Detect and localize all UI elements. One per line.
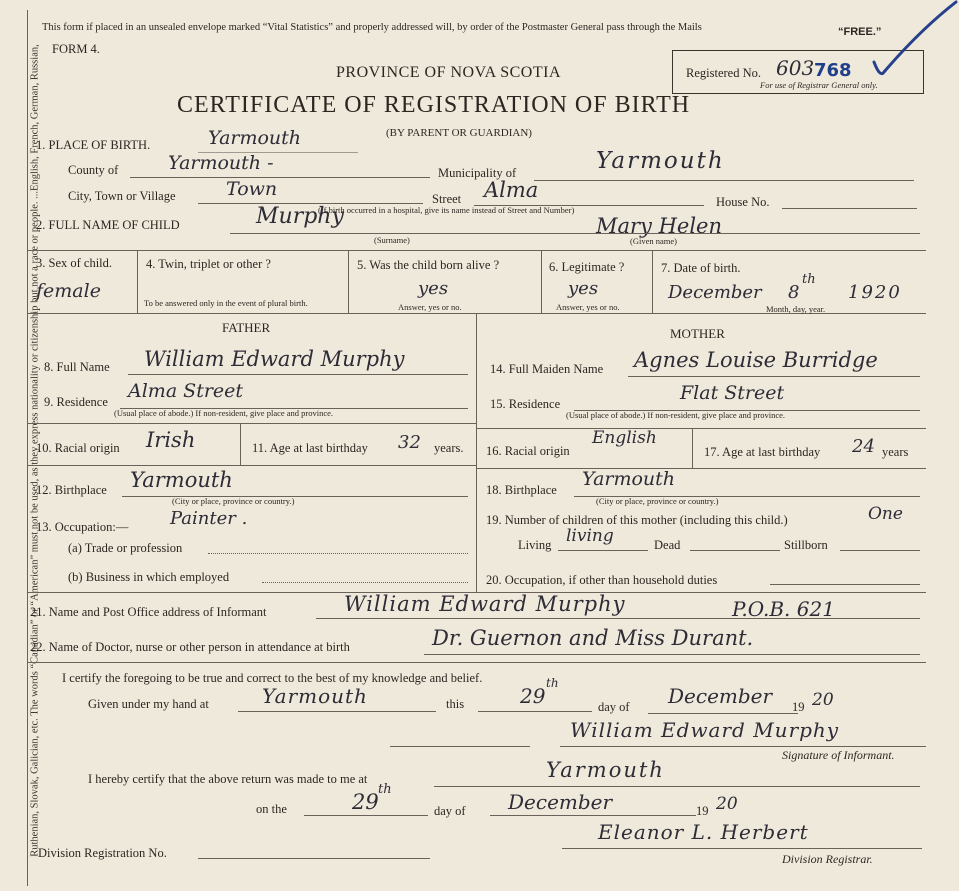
informant-po-box: P.O.B. 621 [732, 597, 835, 621]
registrar-certify-text: I hereby certify that the above return was made to me at [88, 772, 368, 786]
place-of-birth-label: 1. PLACE OF BIRTH. [36, 138, 151, 152]
informant-name: William Edward Murphy [344, 592, 626, 616]
certify-month: December [668, 684, 773, 708]
divider [348, 251, 349, 313]
checkmark-mark [860, 0, 959, 90]
father-race-bottom [28, 465, 476, 466]
sidebar-instructions: Ruthenian, Slovak, Galician, etc. The words “Canadian” or “American” must not be used, as they express nationality or citizenship but not a race or people. ...English, French, German, Russian, [29, 44, 41, 857]
mother-heading: MOTHER [670, 326, 725, 341]
birth-month: December [668, 282, 762, 303]
signature-line-left [390, 746, 530, 747]
father-birthplace-label: 12. Birthplace [36, 483, 107, 497]
certify-day-of-label: day of [598, 700, 630, 714]
father-name-line [128, 374, 468, 375]
city-label: City, Town or Village [68, 189, 176, 203]
children-count-label: 19. Number of children of this mother (including this child.) [486, 513, 788, 527]
registrar-month-line [490, 815, 696, 816]
divider [692, 429, 693, 468]
business-label: (b) Business in which employed [68, 570, 230, 584]
registrar-on-label: on the [256, 802, 287, 816]
sex-value: female [36, 280, 101, 302]
sex-label: 3. Sex of child. [36, 256, 113, 270]
divider [137, 251, 138, 313]
mother-name-label: 14. Full Maiden Name [490, 362, 604, 376]
registrar-month: December [508, 790, 613, 814]
certify-top-border [28, 662, 926, 663]
birth-day-suffix: th [802, 272, 816, 287]
mother-occupation-line [770, 584, 920, 585]
twin-note: To be answered only in the event of plural birth. [144, 298, 308, 308]
free-label: “FREE.” [838, 26, 882, 38]
division-registration-label: Division Registration No. [38, 846, 167, 860]
mother-residence-label: 15. Residence [490, 397, 561, 411]
registered-label: Registered No. [686, 66, 761, 80]
municipality-line [534, 180, 914, 181]
doctor-value: Dr. Guernon and Miss Durant. [432, 626, 754, 650]
legitimate-note: Answer, yes or no. [556, 302, 620, 312]
registrar-day-of-label: day of [434, 804, 466, 818]
county-label: County of [68, 163, 119, 177]
living-value: living [566, 526, 614, 546]
mother-birthplace-label: 18. Birthplace [486, 483, 557, 497]
twin-label: 4. Twin, triplet or other ? [146, 257, 271, 271]
informant-line [316, 618, 920, 619]
divider [541, 251, 542, 313]
living-label: Living [518, 538, 552, 552]
certify-day-suffix: th [546, 676, 559, 690]
given-place: Yarmouth [262, 684, 368, 708]
registrar-year-suffix: 20 [716, 794, 738, 814]
father-birthplace-note: (City or place, province or country.) [172, 496, 295, 506]
father-residence-note: (Usual place of abode.) If non-resident, give place and province. [114, 408, 334, 418]
county-line [130, 177, 430, 178]
mother-race-value: English [592, 428, 657, 448]
divider [240, 424, 241, 465]
father-occupation-label: 13. Occupation:— [36, 520, 129, 534]
county-value: Yarmouth - [168, 152, 274, 174]
registrar-place: Yarmouth [546, 758, 665, 782]
signature-caption: Signature of Informant. [782, 748, 895, 762]
alive-label: 5. Was the child born alive ? [357, 258, 500, 272]
trade-label: (a) Trade or profession [68, 541, 183, 555]
certify-day-line [478, 711, 592, 712]
division-registration-line [198, 858, 430, 859]
child-given-name: Mary Helen [596, 214, 723, 238]
registered-number-handwritten: 603 [776, 56, 815, 80]
hospital-note: (If birth occurred in a hospital, give its name instead of Street and Number) [318, 205, 575, 215]
municipality-label: Municipality of [438, 166, 517, 180]
child-name-label: 2. FULL NAME OF CHILD [36, 218, 180, 232]
father-race-value: Irish [146, 428, 196, 452]
mother-occupation-label: 20. Occupation, if other than household duties [486, 573, 718, 587]
father-race-label: 10. Racial origin [36, 441, 120, 455]
margin-line [27, 10, 28, 886]
certify-year-suffix: 20 [812, 690, 834, 710]
mother-age-value: 24 [852, 436, 875, 457]
children-count-value: One [868, 504, 903, 524]
given-name-note: (Given name) [630, 236, 677, 246]
page-title: CERTIFICATE OF REGISTRATION OF BIRTH [177, 92, 691, 118]
living-line [558, 550, 648, 551]
stillborn-label: Stillborn [784, 538, 828, 552]
city-value: Town [226, 178, 278, 200]
father-occupation-value: Painter . [170, 508, 248, 529]
certify-text: I certify the foregoing to be true and correct to the best of my knowledge and belief. [62, 671, 483, 685]
birth-day: 8 [788, 282, 800, 303]
form-number: FORM 4. [52, 42, 100, 56]
certify-month-line [648, 713, 798, 714]
mail-notice: This form if placed in an unsealed envelope marked “Vital Statistics” and properly addressed will, by order of the Postmaster General pass through the Mails [42, 22, 702, 33]
mother-residence-note: (Usual place of abode.) If non-resident, give place and province. [566, 410, 786, 420]
doctor-line [424, 654, 920, 655]
trade-line [208, 553, 468, 554]
street-label: Street [432, 192, 462, 206]
given-under-label: Given under my hand at [88, 697, 209, 711]
mother-birthplace-value: Yarmouth [582, 468, 676, 490]
legitimate-value: yes [568, 278, 599, 299]
mother-age-label: 17. Age at last birthday [704, 445, 821, 459]
father-age-label: 11. Age at last birthday [252, 441, 368, 455]
birth-year: 1920 [848, 282, 902, 303]
registrar-year-prefix: 19 [696, 804, 709, 818]
stillborn-line [840, 550, 920, 551]
house-no-label: House No. [716, 195, 770, 209]
father-age-value: 32 [398, 432, 421, 453]
mother-age-unit: years [882, 445, 909, 459]
street-value: Alma [484, 178, 539, 202]
informant-signature: William Edward Murphy [570, 718, 840, 742]
column-divider [476, 314, 477, 592]
registered-number-stamped: 768 [814, 60, 852, 81]
doctor-label: 22. Name of Doctor, nurse or other person in attendance at birth [30, 640, 350, 654]
father-age-unit: years. [434, 441, 464, 455]
registrar-signature: Eleanor L. Herbert [598, 820, 809, 844]
registrar-day-suffix: th [378, 782, 392, 797]
given-place-line [238, 711, 436, 712]
father-residence-label: 9. Residence [44, 395, 108, 409]
registrar-place-line [434, 786, 920, 787]
father-race-top [28, 423, 476, 424]
municipality-value: Yarmouth [596, 148, 725, 174]
legitimate-label: 6. Legitimate ? [549, 260, 625, 274]
mother-name-value: Agnes Louise Burridge [634, 348, 878, 372]
registrar-only-note: For use of Registrar General only. [760, 80, 878, 90]
mother-name-line [628, 376, 920, 377]
house-no-line [782, 208, 917, 209]
father-name-label: 8. Full Name [44, 360, 110, 374]
mother-race-label: 16. Racial origin [486, 444, 570, 458]
mother-race-bottom [476, 468, 926, 469]
child-surname: Murphy [256, 204, 344, 229]
divider [652, 251, 653, 313]
child-name-line [230, 233, 920, 234]
father-birthplace-value: Yarmouth [130, 468, 233, 492]
mother-birthplace-note: (City or place, province or country.) [596, 496, 719, 506]
row3-top-border [28, 250, 926, 251]
registrar-day-line [304, 815, 428, 816]
business-line [262, 582, 468, 583]
province-name: PROVINCE OF NOVA SCOTIA [336, 64, 562, 81]
this-label: this [446, 697, 465, 711]
division-registrar-caption: Division Registrar. [782, 852, 873, 866]
surname-note: (Surname) [374, 235, 410, 245]
alive-note: Answer, yes or no. [398, 302, 462, 312]
certify-day: 29 [520, 684, 546, 708]
informant-label: 21. Name and Post Office address of Informant [30, 605, 267, 619]
dead-line [690, 550, 780, 551]
father-name-value: William Edward Murphy [144, 347, 405, 371]
father-heading: FATHER [222, 320, 271, 335]
page-subtitle: (BY PARENT OR GUARDIAN) [386, 127, 532, 139]
mother-residence-value: Flat Street [680, 382, 785, 404]
date-note: Month, day, year. [766, 304, 826, 314]
registrar-day: 29 [352, 790, 379, 814]
father-residence-value: Alma Street [128, 380, 244, 402]
registrar-signature-line [562, 848, 922, 849]
mother-race-top [476, 428, 926, 429]
signature-line [560, 746, 926, 747]
dead-label: Dead [654, 538, 681, 552]
alive-value: yes [418, 278, 449, 299]
date-of-birth-label: 7. Date of birth. [661, 261, 741, 275]
place-of-birth-value: Yarmouth [208, 127, 302, 149]
certify-year-prefix: 19 [792, 700, 805, 714]
